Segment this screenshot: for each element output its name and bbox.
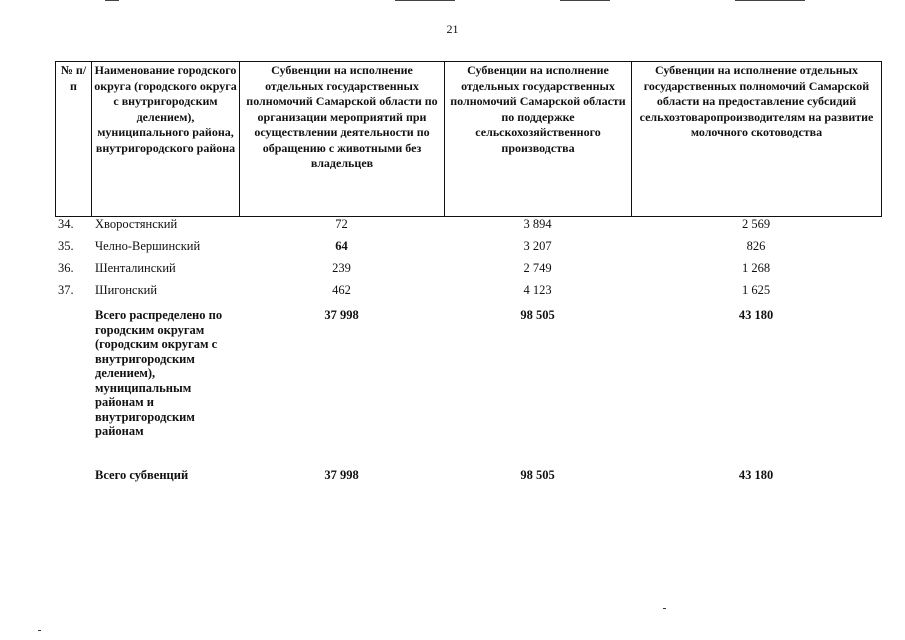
row-value-animals: 72 — [335, 217, 348, 231]
row-value-animals: 64 — [335, 239, 348, 253]
row-value-agriculture: 3 894 — [523, 217, 552, 231]
row-value-dairy: 1 625 — [741, 283, 771, 297]
total-distributed-animals: 37 998 — [324, 308, 359, 322]
table-row — [55, 239, 881, 261]
row-number: 34. — [58, 217, 74, 231]
scan-speck — [663, 608, 666, 609]
header-name: Наименование городского округа (городского округа с внутригородским делением), муниципального района, внутригородского района — [92, 62, 240, 217]
row-value-agriculture: 3 207 — [523, 239, 552, 253]
row-value-agriculture: 2 749 — [523, 261, 552, 275]
subventions-table — [55, 61, 882, 490]
table-row — [55, 217, 881, 239]
total-subventions-animals: 37 998 — [324, 468, 359, 482]
header-agriculture: Субвенции на исполнение отдельных государственных полномочий Самарской области по поддержке сельскохозяйственного производства — [445, 62, 632, 217]
total-distributed-label: Всего распределено по городским округам (городским округам с внутригородским делением), муниципальным районам и внутригородским районам — [95, 308, 223, 438]
row-number-empty — [55, 468, 91, 490]
scan-top-marks — [0, 0, 905, 4]
row-name: Шенталинский — [95, 261, 176, 275]
table-row — [55, 283, 881, 305]
row-number-empty — [55, 305, 91, 468]
row-value-dairy: 1 268 — [741, 261, 771, 275]
header-dairy: Субвенции на исполнение отдельных государственных полномочий Самарской области на предоставление субсидий сельхозтоваропроизводителям на развитие молочного скотоводства — [632, 62, 882, 217]
total-subventions-agriculture: 98 505 — [520, 468, 555, 482]
row-value-dairy: 2 569 — [741, 217, 771, 231]
page-number: 21 — [446, 22, 459, 36]
row-value-animals: 462 — [332, 283, 351, 297]
total-subventions-row — [55, 468, 881, 490]
row-number: 35. — [58, 239, 74, 253]
header-animals: Субвенции на исполнение отдельных государственных полномочий Самарской области по организации мероприятий при осуществлении деятельности по обращению с животными без владельцев — [240, 62, 445, 217]
row-value-dairy: 826 — [746, 239, 766, 253]
table-header — [55, 61, 882, 217]
row-value-animals: 239 — [332, 261, 351, 275]
row-name: Челно-Вершинский — [95, 239, 201, 253]
table-body — [55, 217, 881, 490]
total-distributed-agriculture: 98 505 — [520, 308, 555, 322]
total-distributed-dairy: 43 180 — [738, 308, 774, 322]
total-subventions-dairy: 43 180 — [738, 468, 774, 482]
table-row — [55, 261, 881, 283]
row-value-agriculture: 4 123 — [523, 283, 552, 297]
row-name: Шигонский — [95, 283, 158, 297]
scan-speck — [38, 630, 41, 631]
header-number: № п/п — [56, 62, 92, 217]
row-number: 36. — [58, 261, 74, 275]
total-distributed-row — [55, 305, 881, 468]
total-subventions-label: Всего субвенций — [95, 468, 189, 482]
row-name: Хворостянский — [95, 217, 178, 231]
row-number: 37. — [58, 283, 74, 297]
